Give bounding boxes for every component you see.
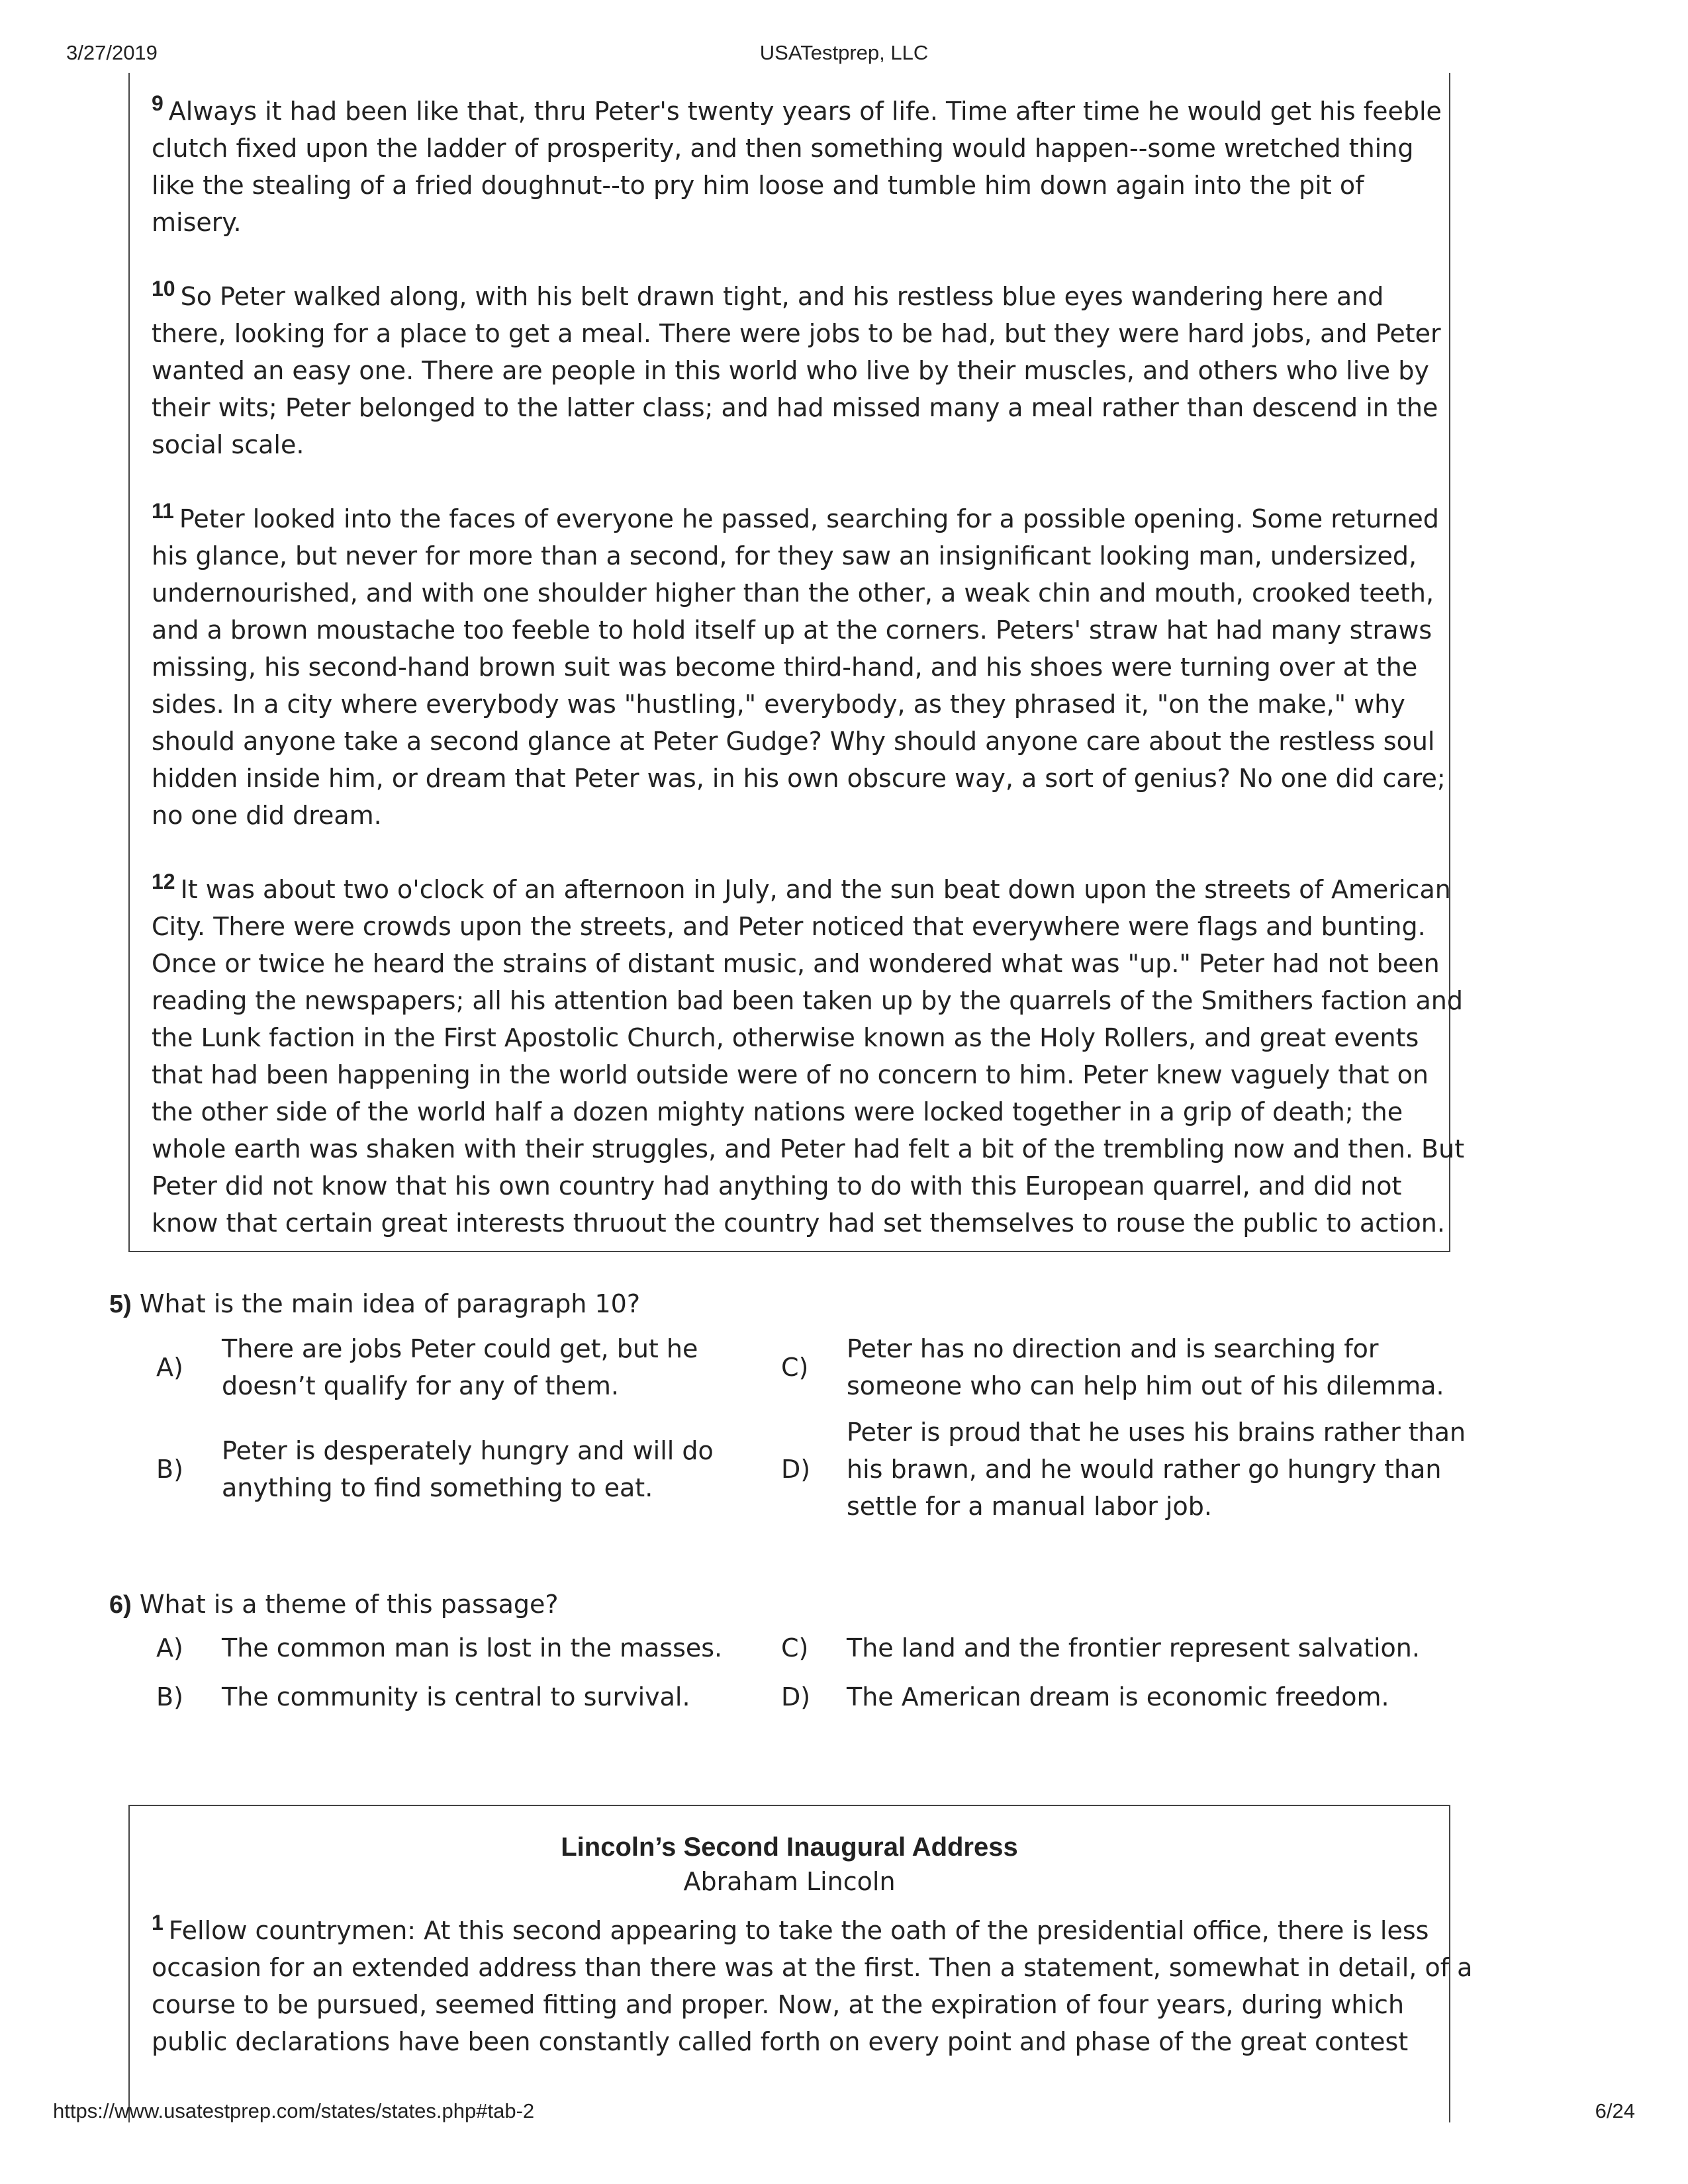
paragraph — [152, 500, 1446, 834]
paragraph-line: missing, his second-hand brown suit was become third-hand, and his shoes were turning over at the — [152, 653, 1418, 682]
paragraph — [152, 1912, 1472, 2060]
footer-url[interactable]: https://www.usatestprep.com/states/states.php#tab-2 — [53, 2099, 535, 2122]
answer-option-line: There are jobs Peter could get, but he — [222, 1334, 698, 1363]
paragraph-line: there, looking for a place to get a meal. There were jobs to be had, but they were hard jobs, and Peter — [152, 319, 1441, 348]
answer-option-line: The common man is lost in the masses. — [222, 1633, 723, 1662]
paragraph-line: Once or twice he heard the strains of distant music, and wondered what was "up." Peter had not been — [152, 949, 1440, 978]
paragraph — [152, 871, 1464, 1242]
print-date: 3/27/2019 — [66, 41, 158, 64]
paragraph-line: So Peter walked along, with his belt drawn tight, and his restless blue eyes wandering here and — [180, 282, 1384, 311]
answer-option-text[interactable] — [847, 1414, 1466, 1525]
paragraph-number: 1 — [152, 1911, 164, 1935]
paragraph-first-line — [152, 500, 1446, 537]
paragraph-line: social scale. — [152, 430, 305, 459]
answer-option-label[interactable]: B) — [156, 1682, 183, 1711]
question-text: What is the main idea of paragraph 10? — [139, 1289, 640, 1318]
paragraph-number: 9 — [152, 91, 164, 116]
paragraph-line: the Lunk faction in the First Apostolic Church, otherwise known as the Holy Rollers, and great events — [152, 1023, 1419, 1052]
answer-option-label[interactable]: D) — [781, 1682, 811, 1711]
answer-option-line: doesn’t qualify for any of them. — [222, 1371, 620, 1400]
paragraph-line: should anyone take a second glance at Peter Gudge? Why should anyone care about the restless soul — [152, 727, 1435, 756]
paragraph-first-line — [152, 278, 1441, 315]
paragraph-line: sides. In a city where everybody was "hustling," everybody, as they phrased it, "on the make," why — [152, 690, 1405, 719]
answer-option-label[interactable]: C) — [781, 1353, 809, 1382]
paragraph-line: the other side of the world half a dozen mighty nations were locked together in a grip of death; the — [152, 1097, 1403, 1126]
paragraph-line: misery. — [152, 208, 242, 237]
paragraph — [152, 93, 1442, 241]
paragraph-first-line — [152, 1912, 1472, 1949]
passage-title: Lincoln’s Second Inaugural Address — [561, 1833, 1018, 1862]
answer-option-line: someone who can help him out of his dilemma. — [847, 1371, 1444, 1400]
paragraph-line: wanted an easy one. There are people in this world who live by their muscles, and others who live by — [152, 356, 1429, 385]
paragraph-line: like the stealing of a fried doughnut--to pry him loose and tumble him down again into the pit of — [152, 171, 1364, 200]
answer-option-line: Peter is proud that he uses his brains rather than — [847, 1418, 1466, 1447]
paragraph-line: undernourished, and with one shoulder higher than the other, a weak chin and mouth, crooked teeth, — [152, 578, 1434, 608]
print-header-title: USATestprep, LLC — [759, 41, 929, 64]
paragraph-line: Peter did not know that his own country had anything to do with this European quarrel, and did not — [152, 1171, 1402, 1201]
answer-option-text[interactable] — [222, 1432, 714, 1506]
question-number: 5) — [109, 1291, 132, 1318]
paragraph-line: no one did dream. — [152, 801, 382, 830]
paragraph-line: Always it had been like that, thru Peter's twenty years of life. Time after time he would get his feeble — [168, 97, 1442, 126]
paragraph-first-line — [152, 871, 1464, 908]
answer-option-line: The community is central to survival. — [222, 1682, 690, 1711]
paragraph-first-line — [152, 93, 1442, 130]
paragraph-line: It was about two o'clock of an afternoon in July, and the sun beat down upon the streets of American — [180, 875, 1451, 904]
answer-option-line: his brawn, and he would rather go hungry than — [847, 1455, 1442, 1484]
question-prompt — [109, 1289, 640, 1319]
paragraph-line: know that certain great interests thruout the country had set themselves to rouse the public to action. — [152, 1208, 1445, 1238]
passage-author: Abraham Lincoln — [683, 1867, 896, 1896]
passage-box — [128, 73, 1465, 1252]
answer-option-line: anything to find something to eat. — [222, 1473, 653, 1502]
answer-option-text[interactable] — [847, 1330, 1444, 1404]
page-number: 6/24 — [1595, 2099, 1635, 2122]
answer-option-text[interactable] — [222, 1629, 722, 1666]
paragraph-line: reading the newspapers; all his attention bad been taken up by the quarrels of the Smithers faction and — [152, 986, 1463, 1015]
answer-option-text[interactable] — [847, 1678, 1389, 1715]
question-text: What is a theme of this passage? — [139, 1590, 559, 1619]
answer-option-label[interactable]: C) — [781, 1633, 809, 1662]
paragraph-number: 10 — [152, 277, 175, 301]
paragraph-line: City. There were crowds upon the streets, and Peter noticed that everywhere were flags and bunting. — [152, 912, 1426, 941]
passage-box-lincoln — [128, 1805, 1473, 2122]
paragraph-line: and a brown moustache too feeble to hold itself up at the corners. Peters' straw hat had many straws — [152, 615, 1432, 645]
answer-option-line: The land and the frontier represent salvation. — [847, 1633, 1420, 1662]
answer-option-label[interactable]: A) — [156, 1353, 183, 1382]
paragraph-line: that had been happening in the world outside were of no concern to him. Peter knew vaguely that on — [152, 1060, 1429, 1089]
paragraph — [152, 278, 1441, 463]
paragraph-line: Peter looked into the faces of everyone he passed, searching for a possible opening. Some returned — [179, 504, 1439, 533]
question-number: 6) — [109, 1591, 132, 1619]
paragraph-number: 11 — [152, 499, 174, 523]
paragraph-number: 12 — [152, 870, 175, 894]
paragraph-line: whole earth was shaken with their struggles, and Peter had felt a bit of the trembling now and then. But — [152, 1134, 1465, 1163]
paragraph-line: occasion for an extended address than there was at the first. Then a statement, somewhat in detail, of a — [152, 1953, 1473, 1982]
answer-option-label[interactable]: B) — [156, 1455, 183, 1484]
answer-option-line: Peter is desperately hungry and will do — [222, 1436, 714, 1465]
answer-option-text[interactable] — [222, 1330, 698, 1404]
answer-option-text[interactable] — [222, 1678, 690, 1715]
paragraph-line: course to be pursued, seemed fitting and proper. Now, at the expiration of four years, during which — [152, 1990, 1405, 2019]
paragraph-line: hidden inside him, or dream that Peter was, in his own obscure way, a sort of genius? No one did care; — [152, 764, 1446, 793]
answer-option-line: The American dream is economic freedom. — [847, 1682, 1389, 1711]
question-prompt — [109, 1590, 559, 1619]
answer-option-label[interactable]: D) — [781, 1455, 811, 1484]
paragraph-line: his glance, but never for more than a second, for they saw an insignificant looking man, undersized, — [152, 541, 1417, 570]
paragraph-line: Fellow countrymen: At this second appearing to take the oath of the presidential office, there is less — [168, 1916, 1429, 1945]
answer-option-line: settle for a manual labor job. — [847, 1492, 1213, 1521]
paragraph-line: clutch fixed upon the ladder of prosperity, and then something would happen--some wretched thing — [152, 134, 1414, 163]
paragraph-line: their wits; Peter belonged to the latter class; and had missed many a meal rather than descend in the — [152, 393, 1438, 422]
paragraph-line: public declarations have been constantly called forth on every point and phase of the great contest — [152, 2027, 1409, 2056]
answer-option-line: Peter has no direction and is searching for — [847, 1334, 1379, 1363]
answer-option-label[interactable]: A) — [156, 1633, 183, 1662]
answer-option-text[interactable] — [847, 1629, 1420, 1666]
